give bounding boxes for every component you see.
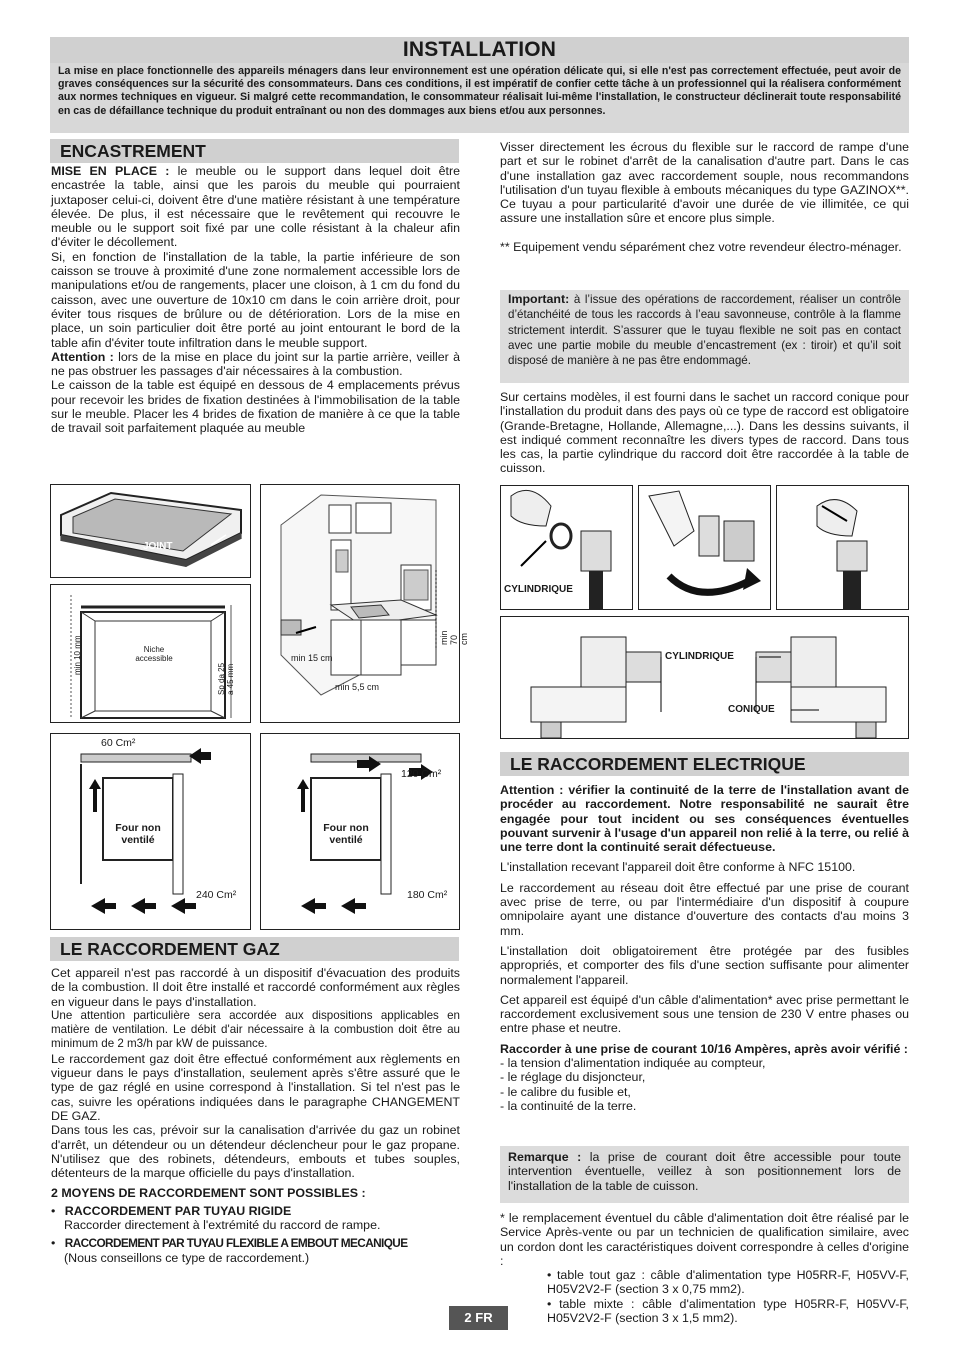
footnote-block <box>500 1211 909 1325</box>
moyen-rigide: • RACCORDEMENT PAR TUYAU RIGIDE Raccorder directement à l'extrémité du raccord de rampe. <box>51 1203 381 1233</box>
connector-figure-3 <box>776 485 909 610</box>
encastrement-heading-bar <box>50 139 459 163</box>
mise-en-place-paragraph <box>51 164 460 250</box>
title-bar <box>50 37 909 63</box>
gaz-heading: LE RACCORDEMENT GAZ <box>60 939 280 959</box>
remarque-paragraph <box>508 1150 901 1193</box>
check-2: - le réglage du disjoncteur, <box>500 1070 646 1085</box>
moyens-heading: 2 MOYENS DE RACCORDEMENT SONT POSSIBLES : <box>51 1186 366 1201</box>
gaz-p2: Le raccordement gaz doit être effectué conformément aux règlements en vigueur dans le pays d'installation, seulement après s'être assuré que le type de gaz réglé en usine correspond à l'installation. Si tel n'est pas le cas, suivre les opérations indiquées dans le paragraphe CHANGEMENT DE GAZ. <box>51 1051 460 1123</box>
right-p1: Visser directement les écrous du flexible sur le raccord de rampe d'une part et sur le robinet d'arrêt de la canalisation d'autre part. Dans le cas d'une installation gaz avec raccordement souple, nous recommandons l'utilisation d'un tuyau flexible à embouts mécaniques du type GAZINOX**. Ce tuyau a pour particularité d'avoir une durée de vie illimitée, ce qui assure une installation sûre et encore plus simple. <box>500 140 909 226</box>
oven-figure-1 <box>50 733 251 930</box>
intro-box <box>50 63 909 133</box>
mise-text: le meuble ou le support dans lequel doit être encastrée la table, ainsi que les parois du meuble qui pourraient juxtaposer celui-ci, doivent être d'une matière résistant à une température élevée. De plus, il est nécessaire que le revêtement qui recouvre le meuble ou le support soit fixé par une colle résistant à la chaleur afin d'éviter le décollement. <box>51 164 460 250</box>
attention-label: Attention : <box>51 349 114 364</box>
kitchen-figure <box>260 484 469 723</box>
connector-drawing-3 <box>777 486 908 609</box>
elec-p3: L'installation doit obligatoirement être protégée par des fusibles appropriés, et comporter des fils d'une section suffisante pour alimenter normalement l'appareil. <box>500 943 909 987</box>
elec-raccorder: Raccorder à une prise de courant 10/16 Ampères, après avoir vérifié : <box>500 1041 908 1056</box>
important-label: Important: <box>508 292 570 306</box>
elec-attention: Attention : vérifier la continuité de la terre de l'installation avant de procéder au raccordement. Notre responsabilité ne saurait être engagée pour tout incident ou ses conséquences éventuelles pouvant survenir à l'usage d'un appareil non relié à la terre, ou relié à une terre dont la continuité serait défectueuse. <box>500 783 909 855</box>
niche-label: Niche accessible <box>135 645 173 663</box>
gaz-p1b: Une attention particulière sera accordée aux dispositions applicables en matière de ventilation. Le débit d'air nécessaire à la combustion doit être au minimum de 2 m3/h par kW de puissance. <box>51 1008 460 1051</box>
sp-label: Sp da 25 a 45 mm <box>217 662 235 695</box>
right-p3: Sur certains modèles, il est fourni dans le sachet un raccord conique pour l'installation du produit dans des pays où ce type de raccord est obligatoire (Grande-Bretagne, Hollande, Allemagne,...). Dans les dessins suivants, il est indiqué comment reconnaître les divers types de raccord. Dans tous les cas, la partie cylindrique du raccord doit être raccordée à la table de cuisson. <box>500 390 909 476</box>
min10-label: min 10 mm <box>73 635 82 675</box>
gaz-p1: Cet appareil n'est pas raccordé à un dispositif d'évacuation des produits de la combustion. Il doit être installé et raccordé conformément aux règles en vigueur dans le pays d'installation. <box>51 966 460 1009</box>
joint-label: JOINT <box>143 541 173 552</box>
elec-heading-bar <box>500 752 909 776</box>
encastrement-p2: Si, en fonction de l'installation de la table, la partie inférieure de son caisson se trouve à proximité d'une zone normalement accessible lors de manipulations et/ou de rangements, placer une cloison, à 1 cm du fond du caisson, avec une ouverture de 10x10 cm dans le coin arrière droit, pour éviter tous risques de brûlure ou de détérioration. Lors de la mise en place, un soin particulier doit être porté au joint entourant le bord de la table afin d'éviter toute infiltration dans le meuble support. <box>51 249 460 350</box>
conical-cylindrical-drawing <box>501 617 908 738</box>
conique-label: CONIQUE <box>728 704 775 715</box>
c180-label: 180 Cm² <box>407 889 448 901</box>
four-label-2: Four non ventilé <box>323 822 369 846</box>
remarque-text: la prise de courant doit être accessible pour toute intervention éventuelle, veillez à son positionnement lors de l'installation de la table de cuisson. <box>508 1150 901 1193</box>
min55-label: min 5,5 cm <box>335 682 380 692</box>
moyen-rigide-title: RACCORDEMENT PAR TUYAU RIGIDE <box>64 1203 292 1218</box>
elec-p1: L'installation recevant l'appareil doit être conforme à NFC 15100. <box>500 860 856 875</box>
encastrement-text <box>51 164 460 436</box>
gaz-heading-bar <box>50 937 459 961</box>
c240-label: 240 Cm² <box>196 889 237 901</box>
four-label-1: Four non ventilé <box>115 822 161 846</box>
important-box <box>500 290 909 383</box>
min15-label: min 15 cm <box>291 653 333 663</box>
intro-text: La mise en place fonctionnelle des appareils ménagers dans leur environnement est une opération délicate qui, si elle n'est pas correctement effectuée, peut avoir de graves conséquences sur la sécurité des consommateurs. Dans ces conditions, il est impératif de confier cette tâche à un professionnel qui la réalisera conformément aux normes techniques en vigueur. Si malgré cette recommandation, le consommateur réalisait lui-même l'installation, le constructeur déclinerait toute responsabilité en cas de défaillance technique du produit entraînant ou non des dommages aux biens et/ou aux personnes. <box>58 65 901 117</box>
important-paragraph <box>508 292 901 368</box>
attention-text: lors de la mise en place du joint sur la partie arrière, veiller à ne pas obstruer les passages d'air nécessaires à la combustion. <box>51 349 461 379</box>
check-3: - le calibre du fusible et, <box>500 1084 631 1099</box>
elec-heading: LE RACCORDEMENT ELECTRIQUE <box>510 754 806 774</box>
gaz-text <box>51 966 460 1265</box>
gaz-p3: Dans tous les cas, prévoir sur la canalisation d'arrivée du gaz un robinet d'arrêt, un détendeur ou un détendeur déclencheur pour le gaz propane. N'utilisez que des robinets, détendeurs, embouts et tubes souples, détenteurs de la marque officielle du pays d'installation. <box>51 1123 460 1181</box>
mise-label: MISE EN PLACE : <box>51 164 170 178</box>
cable-gaz: • table tout gaz : câble d'alimentation type H05RR-F, H05VV-F, H05V2V2-F (section 3 x 0,75 mm2). <box>547 1268 909 1297</box>
connector-drawing-2 <box>639 486 770 609</box>
right-text-top <box>500 140 909 254</box>
right-p2: ** Equipement vendu séparément chez votre revendeur électro-ménager. <box>500 239 902 254</box>
min70-label: min 70 cm <box>439 630 469 645</box>
moyen-flexible-title: RACCORDEMENT PAR TUYAU FLEXIBLE A EMBOUT MECANIQUE <box>64 1236 408 1251</box>
joint-figure <box>50 484 251 578</box>
check-4: - la continuité de la terre. <box>500 1098 637 1113</box>
encastrement-p4: Le caisson de la table est équipé en dessous de 4 emplacements prévus pour recevoir les brides de fixation destinées à l'immobilisation de la table sur le meuble. Placer les 4 brides de fixation de manière à ce que la table de travail soit parfaitement plaquée au meuble <box>51 378 460 436</box>
moyen-flexible: • RACCORDEMENT PAR TUYAU FLEXIBLE A EMBOUT MECANIQUE (Nous conseillons ce type de raccordement.) <box>51 1236 408 1265</box>
moyen-flexible-text: (Nous conseillons ce type de raccordement.) <box>64 1250 310 1265</box>
footnote-text: * le remplacement éventuel du câble d'alimentation doit être réalisé par le Service Après-vente ou par un technicien de qualification similaire, avec un cordon dont les caractéristiques doivent correspondre à celles d'origine : <box>500 1211 909 1268</box>
elec-p2: Le raccordement au réseau doit être effectué par une prise de courant avec prise de terre, ou par l'intermédiaire d'un dispositif à coupure omnipolaire ayant une distance d'ouverture des contacts d'au moins 3 mm. <box>500 880 909 938</box>
remarque-box <box>500 1146 909 1203</box>
cylindrique-label-2: CYLINDRIQUE <box>665 651 734 662</box>
page-title: INSTALLATION <box>402 38 557 61</box>
important-text: à l’issue des opérations de raccordement, réaliser un contrôle d’étanchéité de tous les raccords à l’eau savonneuse, contrôle à la flamme strictement interdit. S’assurer que le tuyau flexible ne soit pas en contact avec une partie mobile du meuble d’encastrement (ex : tiroir) et qu’il soit disposé de manière à ne pas être endommagé. <box>508 293 901 368</box>
cable-mixte: • table mixte : câble d'alimentation type H05RR-F, H05VV-F, H05V2V2-F (section 3 x 1,5 mm2). <box>547 1296 909 1326</box>
moyen-rigide-text: Raccorder directement à l'extrémité du raccord de rampe. <box>64 1218 381 1233</box>
check-1: - la tension d'alimentation indiquée au compteur, <box>500 1056 766 1071</box>
remarque-label: Remarque : <box>508 1150 582 1164</box>
connector-figure-2 <box>638 485 771 610</box>
elec-p4: Cet appareil est équipé d'un câble d'alimentation* avec prise permettant le raccordement exclusivement sous une tension de 230 V entre phases ou entre phase et neutre. <box>500 992 909 1036</box>
encastrement-heading: ENCASTREMENT <box>60 141 206 161</box>
page-number: 2 FR <box>449 1306 508 1330</box>
c120-label: 120 Cm² <box>401 768 442 780</box>
oven-figure-2 <box>260 733 460 930</box>
right-text-p3 <box>500 390 909 476</box>
c60-label: 60 Cm² <box>101 737 136 749</box>
moyens-list <box>51 1204 460 1265</box>
attention-paragraph <box>51 350 460 379</box>
cylindrique-label-1: CYLINDRIQUE <box>504 584 573 595</box>
joint-drawing <box>51 485 250 577</box>
connector-figure-1 <box>500 485 633 610</box>
conical-cylindrical-figure <box>500 616 909 739</box>
elec-text <box>500 783 909 1113</box>
niche-figure <box>50 584 251 723</box>
